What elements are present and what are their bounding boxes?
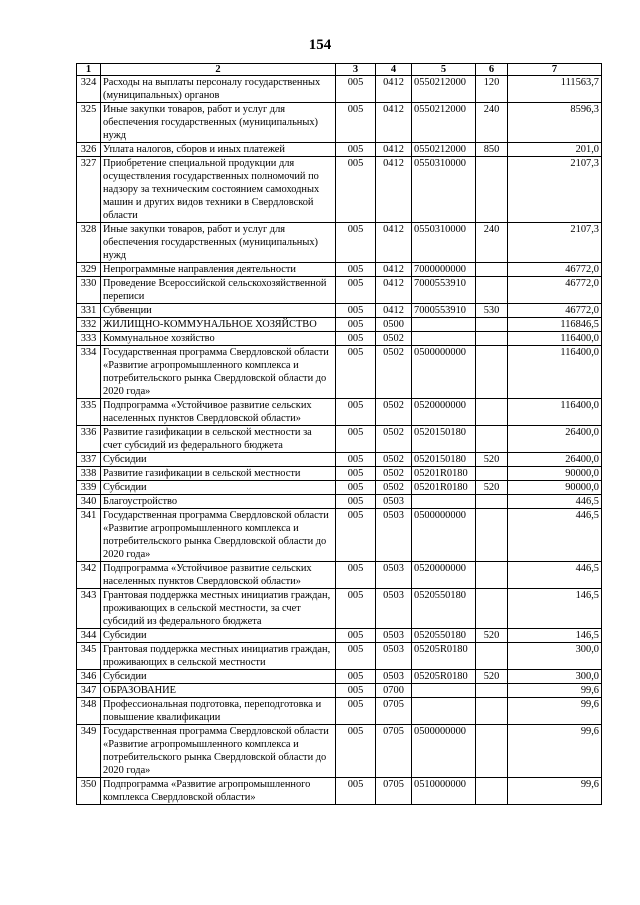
col-header-7: 7 xyxy=(508,64,602,76)
table-header-row xyxy=(77,64,602,76)
table-row xyxy=(77,467,602,481)
row-number: 330 xyxy=(77,277,101,304)
row-target-article: 0520150180 xyxy=(412,453,476,467)
row-department: 005 xyxy=(336,670,376,684)
row-number: 339 xyxy=(77,481,101,495)
row-amount: 90000,0 xyxy=(508,481,602,495)
row-department: 005 xyxy=(336,684,376,698)
row-department: 005 xyxy=(336,76,376,103)
row-section: 0503 xyxy=(376,670,412,684)
row-name: Развитие газификации в сельской местности за счет субсидий из федерального бюджета xyxy=(101,426,336,453)
row-number: 331 xyxy=(77,304,101,318)
row-department: 005 xyxy=(336,346,376,399)
row-amount: 116400,0 xyxy=(508,332,602,346)
row-amount: 46772,0 xyxy=(508,277,602,304)
row-number: 337 xyxy=(77,453,101,467)
row-amount: 146,5 xyxy=(508,629,602,643)
row-amount: 201,0 xyxy=(508,143,602,157)
row-department: 005 xyxy=(336,698,376,725)
row-expense-type xyxy=(476,426,508,453)
row-amount: 99,6 xyxy=(508,698,602,725)
row-amount: 446,5 xyxy=(508,562,602,589)
table-row xyxy=(77,157,602,223)
row-number: 348 xyxy=(77,698,101,725)
row-name: Государственная программа Свердловской области «Развитие агропромышленного комплекса и потребительского рынка Свердловской области до 2020 года» xyxy=(101,346,336,399)
table-row xyxy=(77,76,602,103)
budget-table xyxy=(76,63,602,805)
row-expense-type xyxy=(476,643,508,670)
row-amount: 111563,7 xyxy=(508,76,602,103)
row-department: 005 xyxy=(336,481,376,495)
row-department: 005 xyxy=(336,495,376,509)
row-number: 349 xyxy=(77,725,101,778)
row-number: 338 xyxy=(77,467,101,481)
table-row xyxy=(77,698,602,725)
row-amount: 8596,3 xyxy=(508,103,602,143)
col-header-4: 4 xyxy=(376,64,412,76)
row-section: 0412 xyxy=(376,103,412,143)
row-name: Государственная программа Свердловской области «Развитие агропромышленного комплекса и потребительского рынка Свердловской области до 2020 года» xyxy=(101,509,336,562)
row-section: 0412 xyxy=(376,76,412,103)
row-name: Подпрограмма «Устойчивое развитие сельских населенных пунктов Свердловской области» xyxy=(101,562,336,589)
row-amount: 90000,0 xyxy=(508,467,602,481)
row-name: Субсидии xyxy=(101,481,336,495)
row-amount: 116400,0 xyxy=(508,399,602,426)
row-target-article: 0500000000 xyxy=(412,346,476,399)
row-expense-type: 240 xyxy=(476,223,508,263)
row-target-article: 7000553910 xyxy=(412,304,476,318)
row-number: 347 xyxy=(77,684,101,698)
row-number: 345 xyxy=(77,643,101,670)
row-name: Уплата налогов, сборов и иных платежей xyxy=(101,143,336,157)
table-row xyxy=(77,426,602,453)
row-section: 0412 xyxy=(376,263,412,277)
row-amount: 116400,0 xyxy=(508,346,602,399)
row-target-article: 0550212000 xyxy=(412,76,476,103)
row-department: 005 xyxy=(336,318,376,332)
row-section: 0412 xyxy=(376,143,412,157)
row-target-article xyxy=(412,698,476,725)
row-number: 326 xyxy=(77,143,101,157)
row-number: 344 xyxy=(77,629,101,643)
table-body xyxy=(77,76,602,805)
row-name: Расходы на выплаты персоналу государственных (муниципальных) органов xyxy=(101,76,336,103)
row-name: Приобретение специальной продукции для осуществления государственных полномочий по надзору за техническим состоянием самоходных машин и других видов техники в Свердловской области xyxy=(101,157,336,223)
row-name: Благоустройство xyxy=(101,495,336,509)
row-target-article: 0520550180 xyxy=(412,629,476,643)
row-amount: 99,6 xyxy=(508,684,602,698)
row-name: Грантовая поддержка местных инициатив граждан, проживающих в сельской местности, за счет субсидий из федерального бюджета xyxy=(101,589,336,629)
table-row xyxy=(77,481,602,495)
row-name: Коммунальное хозяйство xyxy=(101,332,336,346)
row-number: 340 xyxy=(77,495,101,509)
row-target-article xyxy=(412,495,476,509)
row-department: 005 xyxy=(336,629,376,643)
row-amount: 146,5 xyxy=(508,589,602,629)
row-expense-type: 520 xyxy=(476,481,508,495)
row-department: 005 xyxy=(336,399,376,426)
table-row xyxy=(77,143,602,157)
table-row xyxy=(77,332,602,346)
row-amount: 46772,0 xyxy=(508,263,602,277)
row-section: 0500 xyxy=(376,318,412,332)
row-section: 0502 xyxy=(376,467,412,481)
row-number: 343 xyxy=(77,589,101,629)
table-row xyxy=(77,346,602,399)
row-target-article: 0510000000 xyxy=(412,778,476,805)
col-header-2: 2 xyxy=(101,64,336,76)
row-target-article: 0550310000 xyxy=(412,223,476,263)
row-section: 0700 xyxy=(376,684,412,698)
row-amount: 26400,0 xyxy=(508,453,602,467)
row-expense-type: 520 xyxy=(476,629,508,643)
row-department: 005 xyxy=(336,277,376,304)
row-amount: 26400,0 xyxy=(508,426,602,453)
row-amount: 46772,0 xyxy=(508,304,602,318)
row-target-article: 0520550180 xyxy=(412,589,476,629)
table-row xyxy=(77,495,602,509)
row-expense-type xyxy=(476,157,508,223)
row-name: Субсидии xyxy=(101,453,336,467)
row-target-article: 05201R0180 xyxy=(412,467,476,481)
row-number: 334 xyxy=(77,346,101,399)
row-name: Субсидии xyxy=(101,670,336,684)
table-row xyxy=(77,223,602,263)
row-target-article: 0520000000 xyxy=(412,562,476,589)
row-section: 0412 xyxy=(376,304,412,318)
row-section: 0503 xyxy=(376,562,412,589)
row-target-article: 05201R0180 xyxy=(412,481,476,495)
row-section: 0503 xyxy=(376,643,412,670)
row-department: 005 xyxy=(336,223,376,263)
col-header-1: 1 xyxy=(77,64,101,76)
row-section: 0502 xyxy=(376,453,412,467)
row-department: 005 xyxy=(336,332,376,346)
row-number: 327 xyxy=(77,157,101,223)
row-section: 0412 xyxy=(376,157,412,223)
row-section: 0503 xyxy=(376,495,412,509)
row-department: 005 xyxy=(336,562,376,589)
col-header-3: 3 xyxy=(336,64,376,76)
row-number: 341 xyxy=(77,509,101,562)
row-name: Проведение Всероссийской сельскохозяйственной переписи xyxy=(101,277,336,304)
row-amount: 2107,3 xyxy=(508,223,602,263)
row-expense-type xyxy=(476,562,508,589)
row-target-article: 05205R0180 xyxy=(412,643,476,670)
row-name: ЖИЛИЩНО-КОММУНАЛЬНОЕ ХОЗЯЙСТВО xyxy=(101,318,336,332)
row-number: 335 xyxy=(77,399,101,426)
row-expense-type: 530 xyxy=(476,304,508,318)
row-section: 0502 xyxy=(376,399,412,426)
table-row xyxy=(77,629,602,643)
row-department: 005 xyxy=(336,725,376,778)
row-department: 005 xyxy=(336,157,376,223)
row-section: 0503 xyxy=(376,509,412,562)
row-number: 325 xyxy=(77,103,101,143)
row-section: 0502 xyxy=(376,346,412,399)
row-number: 332 xyxy=(77,318,101,332)
row-department: 005 xyxy=(336,778,376,805)
row-number: 329 xyxy=(77,263,101,277)
row-number: 324 xyxy=(77,76,101,103)
row-expense-type xyxy=(476,277,508,304)
table-row xyxy=(77,509,602,562)
row-expense-type xyxy=(476,509,508,562)
row-expense-type: 520 xyxy=(476,453,508,467)
row-section: 0502 xyxy=(376,332,412,346)
row-target-article: 05205R0180 xyxy=(412,670,476,684)
row-section: 0502 xyxy=(376,481,412,495)
row-target-article: 0550212000 xyxy=(412,103,476,143)
row-name: Грантовая поддержка местных инициатив граждан, проживающих в сельской местности xyxy=(101,643,336,670)
row-expense-type xyxy=(476,778,508,805)
row-name: Подпрограмма «Развитие агропромышленного комплекса Свердловской области» xyxy=(101,778,336,805)
row-amount: 446,5 xyxy=(508,509,602,562)
row-department: 005 xyxy=(336,467,376,481)
row-number: 342 xyxy=(77,562,101,589)
row-section: 0412 xyxy=(376,277,412,304)
row-target-article: 0550212000 xyxy=(412,143,476,157)
row-section: 0412 xyxy=(376,223,412,263)
row-number: 336 xyxy=(77,426,101,453)
row-amount: 300,0 xyxy=(508,670,602,684)
table-row xyxy=(77,643,602,670)
row-section: 0503 xyxy=(376,589,412,629)
row-section: 0705 xyxy=(376,778,412,805)
row-expense-type xyxy=(476,346,508,399)
row-expense-type xyxy=(476,684,508,698)
row-section: 0503 xyxy=(376,629,412,643)
table-row xyxy=(77,670,602,684)
row-target-article: 0520000000 xyxy=(412,399,476,426)
row-amount: 116846,5 xyxy=(508,318,602,332)
row-name: Субсидии xyxy=(101,629,336,643)
row-expense-type xyxy=(476,318,508,332)
row-amount: 300,0 xyxy=(508,643,602,670)
table-row xyxy=(77,684,602,698)
page-number: 154 xyxy=(308,37,332,53)
table-row xyxy=(77,318,602,332)
row-name: ОБРАЗОВАНИЕ xyxy=(101,684,336,698)
row-target-article: 0550310000 xyxy=(412,157,476,223)
row-number: 350 xyxy=(77,778,101,805)
row-section: 0502 xyxy=(376,426,412,453)
row-department: 005 xyxy=(336,453,376,467)
row-expense-type xyxy=(476,725,508,778)
row-name: Государственная программа Свердловской области «Развитие агропромышленного комплекса и потребительского рынка Свердловской области до 2020 года» xyxy=(101,725,336,778)
row-target-article: 7000000000 xyxy=(412,263,476,277)
row-department: 005 xyxy=(336,103,376,143)
row-target-article xyxy=(412,318,476,332)
table-row xyxy=(77,103,602,143)
row-target-article: 0500000000 xyxy=(412,725,476,778)
row-expense-type xyxy=(476,399,508,426)
row-department: 005 xyxy=(336,643,376,670)
row-expense-type: 120 xyxy=(476,76,508,103)
row-department: 005 xyxy=(336,509,376,562)
table-row xyxy=(77,399,602,426)
col-header-6: 6 xyxy=(476,64,508,76)
row-expense-type xyxy=(476,698,508,725)
row-target-article: 7000553910 xyxy=(412,277,476,304)
table-row xyxy=(77,778,602,805)
row-amount: 2107,3 xyxy=(508,157,602,223)
row-name: Иные закупки товаров, работ и услуг для обеспечения государственных (муниципальных) нужд xyxy=(101,223,336,263)
table-row xyxy=(77,304,602,318)
row-department: 005 xyxy=(336,304,376,318)
row-amount: 99,6 xyxy=(508,778,602,805)
row-expense-type xyxy=(476,263,508,277)
row-expense-type xyxy=(476,495,508,509)
row-name: Профессиональная подготовка, переподготовка и повышение квалификации xyxy=(101,698,336,725)
row-department: 005 xyxy=(336,426,376,453)
row-number: 346 xyxy=(77,670,101,684)
row-expense-type xyxy=(476,467,508,481)
row-expense-type xyxy=(476,332,508,346)
row-department: 005 xyxy=(336,263,376,277)
row-department: 005 xyxy=(336,143,376,157)
row-expense-type: 240 xyxy=(476,103,508,143)
row-amount: 446,5 xyxy=(508,495,602,509)
table-row xyxy=(77,725,602,778)
row-section: 0705 xyxy=(376,725,412,778)
table-row xyxy=(77,263,602,277)
row-name: Иные закупки товаров, работ и услуг для обеспечения государственных (муниципальных) нужд xyxy=(101,103,336,143)
row-number: 333 xyxy=(77,332,101,346)
table-row xyxy=(77,277,602,304)
row-target-article xyxy=(412,684,476,698)
row-name: Развитие газификации в сельской местности xyxy=(101,467,336,481)
col-header-5: 5 xyxy=(412,64,476,76)
row-target-article: 0500000000 xyxy=(412,509,476,562)
row-target-article: 0520150180 xyxy=(412,426,476,453)
row-name: Подпрограмма «Устойчивое развитие сельских населенных пунктов Свердловской области» xyxy=(101,399,336,426)
row-name: Непрограммные направления деятельности xyxy=(101,263,336,277)
row-section: 0705 xyxy=(376,698,412,725)
row-department: 005 xyxy=(336,589,376,629)
table-row xyxy=(77,589,602,629)
row-name: Субвенции xyxy=(101,304,336,318)
table-row xyxy=(77,562,602,589)
row-expense-type xyxy=(476,589,508,629)
row-expense-type: 850 xyxy=(476,143,508,157)
row-amount: 99,6 xyxy=(508,725,602,778)
table-row xyxy=(77,453,602,467)
row-expense-type: 520 xyxy=(476,670,508,684)
row-number: 328 xyxy=(77,223,101,263)
row-target-article xyxy=(412,332,476,346)
